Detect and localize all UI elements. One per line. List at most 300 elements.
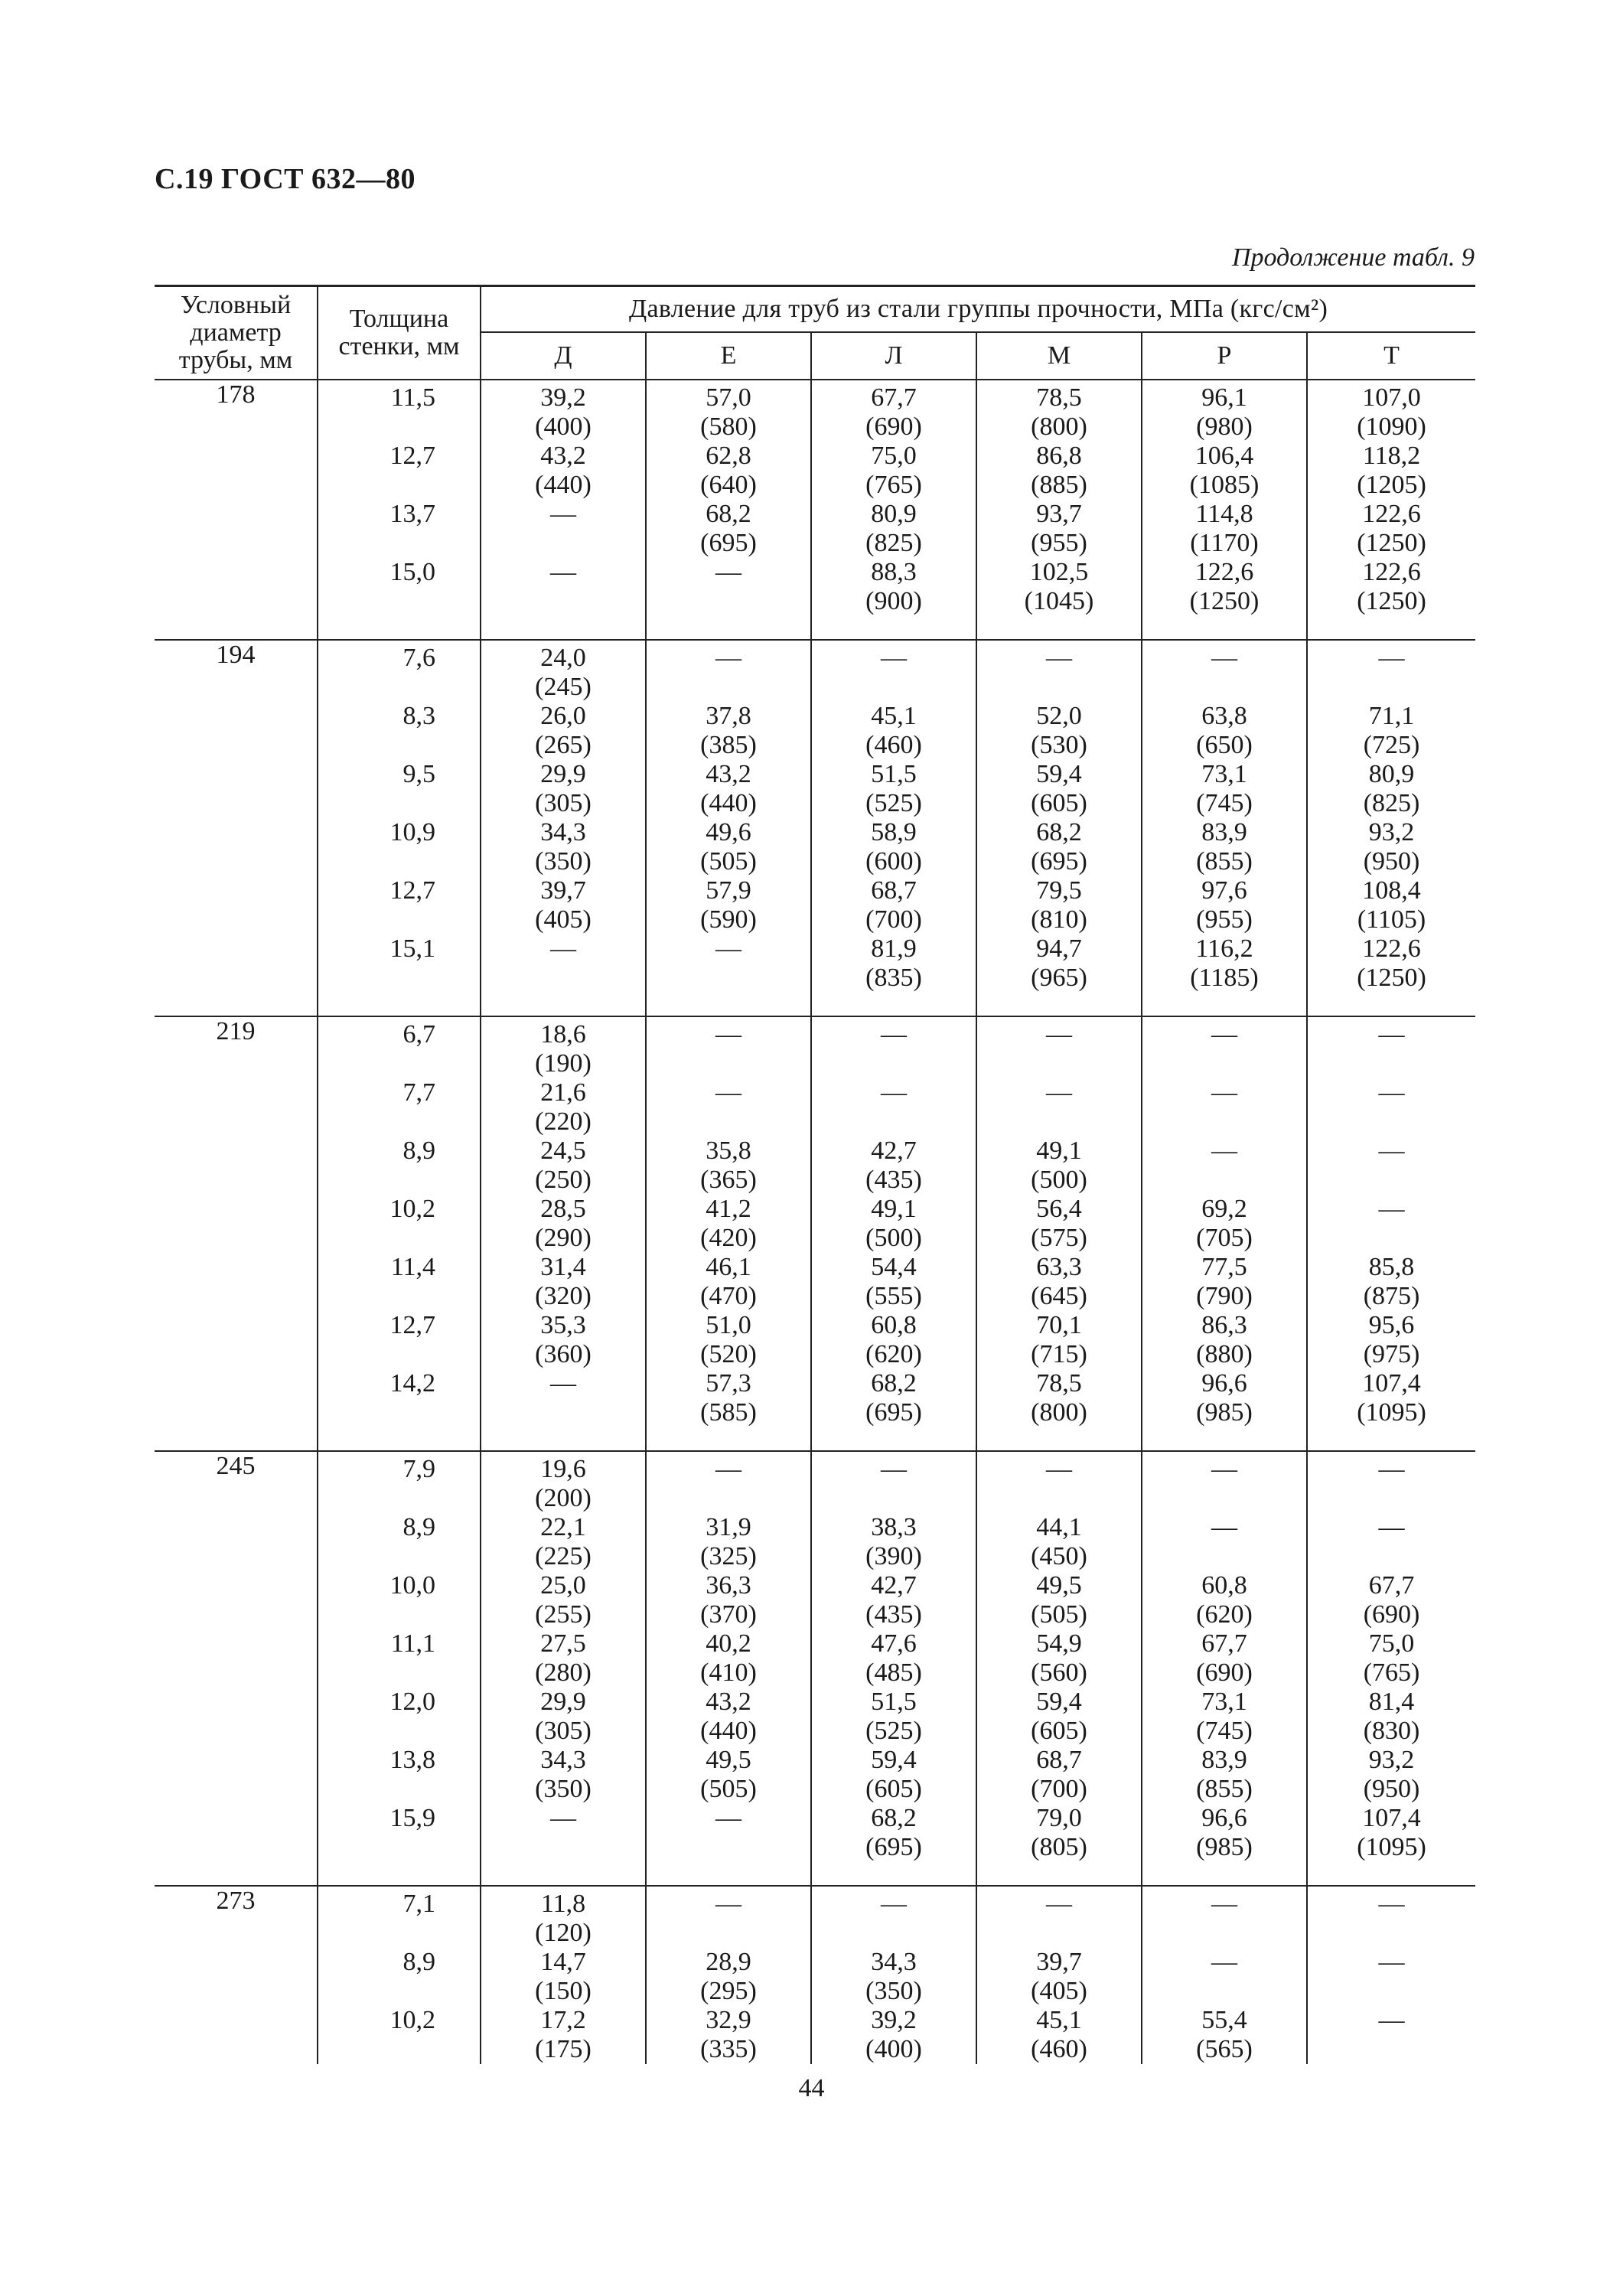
pressure-mpa-value: 67,7 [871,383,917,412]
pressure-cell-d [481,1451,646,1886]
pressure-kgf-value: (745) [1196,789,1253,817]
spacer-line [318,1282,435,1311]
wall-thickness-value: 10,9 [389,818,435,846]
spacer-line [318,413,435,442]
pressure-kgf-value: (985) [1196,1833,1253,1861]
pressure-mpa-value: 49,1 [1036,1137,1082,1165]
pressure-mpa-value: 42,7 [871,1137,917,1165]
pressure-kgf-value: (575) [1031,1224,1087,1252]
header-grade-d: Д [481,332,646,380]
pressure-mpa-value: 75,0 [871,442,917,470]
pressure-cell-t [1307,1886,1475,2064]
pressure-mpa-value: 67,7 [1201,1629,1247,1658]
pressure-mpa-value: 39,2 [540,383,586,412]
diameter-cell: 219 [155,1016,318,1451]
pressure-kgf-value: (765) [865,471,922,499]
pressure-mpa-value: 22,1 [540,1513,586,1541]
pressure-table [155,285,1475,2064]
pressure-mpa-value: — [1378,1137,1405,1165]
pressure-kgf-value: (320) [535,1282,592,1310]
pressure-mpa-value: 68,7 [871,876,917,905]
pressure-mpa-value: 95,6 [1368,1311,1415,1339]
pressure-kgf-value: (1170) [1190,529,1259,557]
pressure-cell-t [1307,1016,1475,1451]
table-row [155,1886,1475,2064]
pressure-mpa-value: 39,7 [1036,1948,1082,1976]
pressure-mpa-value: 28,5 [540,1195,586,1223]
pressure-kgf-value: (1250) [1357,964,1426,992]
pressure-kgf-value: (505) [700,847,757,876]
header-grade-l: Л [811,332,976,380]
pressure-kgf-value: (460) [1031,2035,1087,2063]
pressure-kgf-value: (450) [1031,1542,1087,1570]
pressure-kgf-value: (305) [535,789,592,817]
pressure-kgf-value: (605) [1031,1717,1087,1745]
pressure-kgf-value: (620) [1196,1600,1253,1629]
pressure-mpa-value: — [1211,1513,1237,1541]
pressure-mpa-value: 49,5 [1036,1571,1082,1600]
pressure-kgf-value: (405) [535,905,592,934]
header-grade-m: М [976,332,1142,380]
wall-thickness-value: 7,6 [402,644,435,672]
pressure-kgf-value: (705) [1196,1224,1253,1252]
wall-thickness-value: 10,2 [389,1195,435,1223]
pressure-mpa-value: 71,1 [1368,702,1415,730]
pressure-kgf-value [647,1049,810,1078]
pressure-mpa-value: 35,8 [706,1137,751,1165]
pressure-kgf-value: (220) [535,1107,592,1136]
pressure-kgf-value: (350) [535,1775,592,1803]
pressure-mpa-value: — [1211,1948,1237,1976]
pressure-mpa-value: 86,8 [1036,442,1082,470]
spacer-line [318,1717,435,1746]
table-head [155,286,1475,380]
pressure-kgf-value: (435) [865,1600,922,1629]
pressure-mpa-value: 59,4 [1036,1688,1082,1716]
pressure-kgf-value: (695) [865,1398,922,1427]
pressure-kgf-value: (980) [1196,413,1253,441]
pressure-kgf-value [1308,673,1475,702]
pressure-mpa-value: 51,5 [871,1688,917,1716]
pressure-kgf-value: (250) [535,1166,592,1194]
pressure-kgf-value [481,587,645,616]
pressure-kgf-value: (790) [1196,1282,1253,1310]
pressure-mpa-value: — [881,1455,907,1483]
pressure-mpa-value: 21,6 [540,1078,586,1107]
pressure-kgf-value: (745) [1196,1717,1253,1745]
pressure-mpa-value: 57,3 [706,1369,751,1397]
pressure-kgf-value: (640) [700,471,757,499]
pressure-kgf-value: (1250) [1357,587,1426,615]
wall-thickness-value: 8,3 [402,702,435,730]
pressure-mpa-value: — [1378,1948,1405,1976]
pressure-kgf-value: (525) [865,1717,922,1745]
pressure-kgf-value: (500) [1031,1166,1087,1194]
header-wall-line: стенки, мм [338,332,460,360]
wall-thickness-value: 10,2 [389,2006,435,2034]
pressure-kgf-value: (580) [700,413,757,441]
pressure-mpa-value: 80,9 [1368,760,1415,788]
pressure-kgf-value: (690) [1363,1600,1420,1629]
pressure-mpa-value: 96,6 [1201,1369,1247,1397]
pressure-mpa-value: 107,0 [1362,383,1421,412]
pressure-cell-d [481,1016,646,1451]
pressure-cell-t [1307,380,1475,640]
pressure-kgf-value: (225) [535,1542,592,1570]
header-grade-r: Р [1142,332,1307,380]
pressure-kgf-value: (405) [1031,1977,1087,2005]
pressure-mpa-value: 55,4 [1201,2006,1247,2034]
pressure-mpa-value: — [550,1369,576,1397]
pressure-kgf-value: (880) [1196,1340,1253,1368]
pressure-mpa-value: 85,8 [1368,1253,1415,1281]
pressure-mpa-value: 39,2 [871,2006,917,2034]
pressure-mpa-value: 43,2 [706,760,751,788]
pressure-mpa-value: 57,0 [706,383,751,412]
spacer-line [318,1775,435,1804]
pressure-kgf-value: (385) [700,731,757,759]
wall-thickness-value: 7,1 [402,1890,435,1918]
pressure-mpa-value: 27,5 [540,1629,586,1658]
pressure-kgf-value [1308,1107,1475,1137]
pressure-mpa-value: 49,6 [706,818,751,846]
pressure-kgf-value: (695) [700,529,757,557]
wall-thickness-value: 8,9 [402,1513,435,1541]
pressure-mpa-value: 122,6 [1194,558,1254,586]
pressure-mpa-value: 60,8 [1201,1571,1247,1600]
pressure-mpa-value: — [1378,1020,1405,1049]
pressure-cell-e [646,1451,811,1886]
pressure-kgf-value: (695) [865,1833,922,1861]
pressure-kgf-value: (1085) [1189,471,1260,499]
header-wall-thickness [318,286,481,380]
pressure-kgf-value: (440) [700,789,757,817]
pressure-mpa-value: 68,2 [1036,818,1082,846]
pressure-kgf-value [481,529,645,558]
pressure-kgf-value [1308,1919,1475,1948]
pressure-kgf-value: (600) [865,847,922,876]
page-number: 44 [798,2074,825,2102]
header-diameter-line: Условный [180,291,292,319]
pressure-mpa-value: 58,9 [871,818,917,846]
pressure-kgf-value: (485) [865,1658,922,1687]
pressure-kgf-value: (765) [1363,1658,1420,1687]
pressure-kgf-value [1142,1166,1306,1195]
pressure-kgf-value [647,1833,810,1862]
pressure-mpa-value: — [1378,1078,1405,1107]
pressure-cell-l [811,380,976,640]
pressure-kgf-value: (1105) [1357,905,1426,934]
spacer-line [318,731,435,760]
pressure-mpa-value: 34,3 [540,818,586,846]
pressure-kgf-value: (1045) [1024,587,1094,615]
pressure-mpa-value: 68,2 [871,1804,917,1832]
header-diameter-line: диаметр [190,318,282,347]
pressure-kgf-value: (470) [700,1282,757,1310]
pressure-mpa-value: 57,9 [706,876,751,905]
pressure-mpa-value: 37,8 [706,702,751,730]
pressure-mpa-value: 45,1 [871,702,917,730]
pressure-mpa-value: 81,4 [1368,1688,1415,1716]
pressure-kgf-value: (280) [535,1658,592,1687]
wall-thickness-cell [318,380,481,640]
pressure-mpa-value: 86,3 [1201,1311,1247,1339]
pressure-kgf-value: (825) [865,529,922,557]
pressure-mpa-value: — [1046,1455,1072,1483]
pressure-kgf-value: (410) [700,1658,757,1687]
pressure-cell-t [1307,640,1475,1016]
pressure-mpa-value: 81,9 [871,934,917,963]
spacer-line [318,471,435,500]
pressure-mpa-value: 11,8 [540,1890,586,1918]
pressure-mpa-value: 108,4 [1362,876,1421,905]
spacer-line [318,1658,435,1688]
pressure-mpa-value: — [1211,1455,1237,1483]
pressure-mpa-value: 63,3 [1036,1253,1082,1281]
header-diameter-line: трубы, мм [178,346,293,374]
pressure-kgf-value: (875) [1363,1282,1420,1310]
pressure-mpa-value: — [1046,1020,1072,1049]
spacer-line [318,529,435,558]
pressure-mpa-value: — [1211,644,1237,672]
pressure-kgf-value [1308,1049,1475,1078]
pressure-mpa-value: 25,0 [540,1571,586,1600]
pressure-kgf-value [1142,1049,1306,1078]
pressure-cell-d [481,380,646,640]
wall-thickness-value: 15,0 [389,558,435,586]
pressure-mpa-value: 93,2 [1368,818,1415,846]
pressure-kgf-value [1308,1542,1475,1571]
pressure-mpa-value: 70,1 [1036,1311,1082,1339]
pressure-kgf-value [1308,1484,1475,1513]
wall-thickness-value: 12,7 [389,442,435,470]
wall-thickness-cell [318,1886,481,2064]
pressure-cell-r [1142,1886,1307,2064]
pressure-kgf-value [1142,1919,1306,1948]
pressure-kgf-value: (305) [535,1717,592,1745]
pressure-mpa-value: 75,0 [1368,1629,1415,1658]
pressure-cell-e [646,640,811,1016]
pressure-kgf-value: (295) [700,1977,757,2005]
pressure-mpa-value: — [550,934,576,963]
pressure-kgf-value: (825) [1363,789,1420,817]
wall-thickness-cell [318,1451,481,1886]
pressure-mpa-value: — [715,1890,741,1918]
pressure-kgf-value [647,964,810,993]
pressure-cell-l [811,1886,976,2064]
pressure-mpa-value: 28,9 [706,1948,751,1976]
pressure-kgf-value [1308,1224,1475,1253]
pressure-mpa-value: 68,2 [871,1369,917,1397]
diameter-cell: 273 [155,1886,318,2064]
pressure-kgf-value [977,1107,1141,1137]
pressure-mpa-value: 68,7 [1036,1746,1082,1774]
spacer-line [318,1833,435,1862]
pressure-kgf-value: (400) [535,413,592,441]
pressure-mpa-value: 41,2 [706,1195,751,1223]
pressure-mpa-value: — [1378,2006,1405,2034]
pressure-mpa-value: — [1211,1137,1237,1165]
pressure-kgf-value [481,964,645,993]
pressure-kgf-value: (390) [865,1542,922,1570]
pressure-kgf-value: (855) [1196,847,1253,876]
pressure-kgf-value: (440) [700,1717,757,1745]
pressure-mpa-value: — [550,500,576,528]
pressure-mpa-value: 26,0 [540,702,586,730]
pressure-mpa-value: — [1378,644,1405,672]
pressure-kgf-value: (585) [700,1398,757,1427]
pressure-kgf-value: (645) [1031,1282,1087,1310]
pressure-mpa-value: 14,7 [540,1948,586,1976]
pressure-mpa-value: — [1211,1890,1237,1918]
pressure-cell-l [811,1451,976,1886]
table-row [155,640,1475,1016]
pressure-kgf-value [1142,1542,1306,1571]
pressure-kgf-value: (695) [1031,847,1087,876]
pressure-mpa-value: 96,1 [1201,383,1247,412]
pressure-kgf-value [647,673,810,702]
pressure-cell-l [811,640,976,1016]
pressure-mpa-value: — [1211,1020,1237,1049]
pressure-mpa-value: 78,5 [1036,383,1082,412]
pressure-mpa-value: 52,0 [1036,702,1082,730]
pressure-kgf-value: (800) [1031,1398,1087,1427]
pressure-mpa-value: 43,2 [706,1688,751,1716]
pressure-kgf-value: (440) [535,471,592,499]
pressure-mpa-value: 88,3 [871,558,917,586]
pressure-cell-r [1142,640,1307,1016]
pressure-mpa-value: 60,8 [871,1311,917,1339]
pressure-kgf-value: (560) [1031,1658,1087,1687]
wall-thickness-value: 12,7 [389,876,435,905]
pressure-kgf-value: (855) [1196,1775,1253,1803]
pressure-cell-m [976,640,1142,1016]
pressure-mpa-value: 32,9 [706,2006,751,2034]
pressure-kgf-value: (1095) [1357,1398,1426,1427]
spacer-line [318,1340,435,1369]
pressure-kgf-value [1308,1977,1475,2006]
wall-thickness-value: 8,9 [402,1137,435,1165]
pressure-mpa-value: — [715,934,741,963]
pressure-mpa-value: — [715,1455,741,1483]
pressure-kgf-value [977,673,1141,702]
wall-thickness-value: 11,5 [390,383,435,412]
pressure-mpa-value: — [1046,1890,1072,1918]
spacer-line [318,905,435,934]
pressure-kgf-value [481,1398,645,1427]
pressure-mpa-value: 49,1 [871,1195,917,1223]
pressure-mpa-value: 122,6 [1362,934,1421,963]
pressure-kgf-value: (255) [535,1600,592,1629]
pressure-kgf-value: (325) [700,1542,757,1570]
pressure-mpa-value: — [715,1078,741,1107]
diameter-cell: 178 [155,380,318,640]
pressure-mpa-value: 29,9 [540,760,586,788]
pressure-mpa-value: — [1378,1513,1405,1541]
pressure-mpa-value: 51,0 [706,1311,751,1339]
wall-thickness-cell [318,1016,481,1451]
pressure-mpa-value: 83,9 [1201,1746,1247,1774]
pressure-kgf-value: (965) [1031,964,1087,992]
spacer-line [318,1919,435,1948]
pressure-mpa-value: — [1046,1078,1072,1107]
pressure-mpa-value: 83,9 [1201,818,1247,846]
pressure-kgf-value: (985) [1196,1398,1253,1427]
pressure-kgf-value [977,1484,1141,1513]
pressure-kgf-value: (435) [865,1166,922,1194]
pressure-kgf-value: (520) [700,1340,757,1368]
pressure-kgf-value [977,1919,1141,1948]
pressure-kgf-value [812,1919,976,1948]
pressure-kgf-value: (200) [535,1484,592,1512]
pressure-table-container [155,285,1475,2064]
table-row [155,380,1475,640]
pressure-mpa-value: — [1378,1455,1405,1483]
pressure-kgf-value [812,673,976,702]
wall-thickness-value: 7,9 [402,1455,435,1483]
pressure-mpa-value: 93,7 [1036,500,1082,528]
pressure-mpa-value: 69,2 [1201,1195,1247,1223]
table-row [155,1451,1475,1886]
header-diameter [155,286,318,380]
pressure-cell-t [1307,1451,1475,1886]
pressure-mpa-value: 59,4 [871,1746,917,1774]
wall-thickness-value: 9,5 [402,760,435,788]
pressure-kgf-value: (955) [1196,905,1253,934]
pressure-kgf-value: (1205) [1357,471,1426,499]
pressure-kgf-value [647,1484,810,1513]
pressure-mpa-value: — [715,1804,741,1832]
pressure-mpa-value: — [1046,644,1072,672]
pressure-mpa-value: — [1211,1078,1237,1107]
pressure-kgf-value: (605) [1031,789,1087,817]
pressure-mpa-value: 45,1 [1036,2006,1082,2034]
pressure-kgf-value: (175) [535,2035,592,2063]
pressure-kgf-value: (290) [535,1224,592,1252]
pressure-mpa-value: — [715,1020,741,1049]
pressure-mpa-value: 122,6 [1362,500,1421,528]
page-header: С.19 ГОСТ 632—80 [155,163,416,195]
pressure-mpa-value: 40,2 [706,1629,751,1658]
pressure-mpa-value: 114,8 [1195,500,1253,528]
pressure-cell-r [1142,1451,1307,1886]
spacer-line [318,1977,435,2006]
header-grade-t: Т [1307,332,1475,380]
pressure-kgf-value: (810) [1031,905,1087,934]
pressure-mpa-value: — [881,1890,907,1918]
diameter-cell: 194 [155,640,318,1016]
pressure-mpa-value: 68,2 [706,500,751,528]
pressure-mpa-value: 24,0 [540,644,586,672]
pressure-mpa-value: 31,9 [706,1513,751,1541]
pressure-kgf-value: (265) [535,731,592,759]
pressure-kgf-value: (950) [1363,1775,1420,1803]
pressure-cell-m [976,1451,1142,1886]
wall-thickness-value: 12,7 [389,1311,435,1339]
pressure-mpa-value: 49,5 [706,1746,751,1774]
header-wall-line: Толщина [349,305,449,333]
table-row [155,1016,1475,1451]
pressure-cell-m [976,380,1142,640]
pressure-mpa-value: 80,9 [871,500,917,528]
pressure-mpa-value: 29,9 [540,1688,586,1716]
pressure-mpa-value: 51,5 [871,760,917,788]
pressure-mpa-value: 54,9 [1036,1629,1082,1658]
spacer-line [318,1166,435,1195]
pressure-mpa-value: 79,0 [1036,1804,1082,1832]
pressure-mpa-value: 54,4 [871,1253,917,1281]
pressure-mpa-value: 39,7 [540,876,586,905]
